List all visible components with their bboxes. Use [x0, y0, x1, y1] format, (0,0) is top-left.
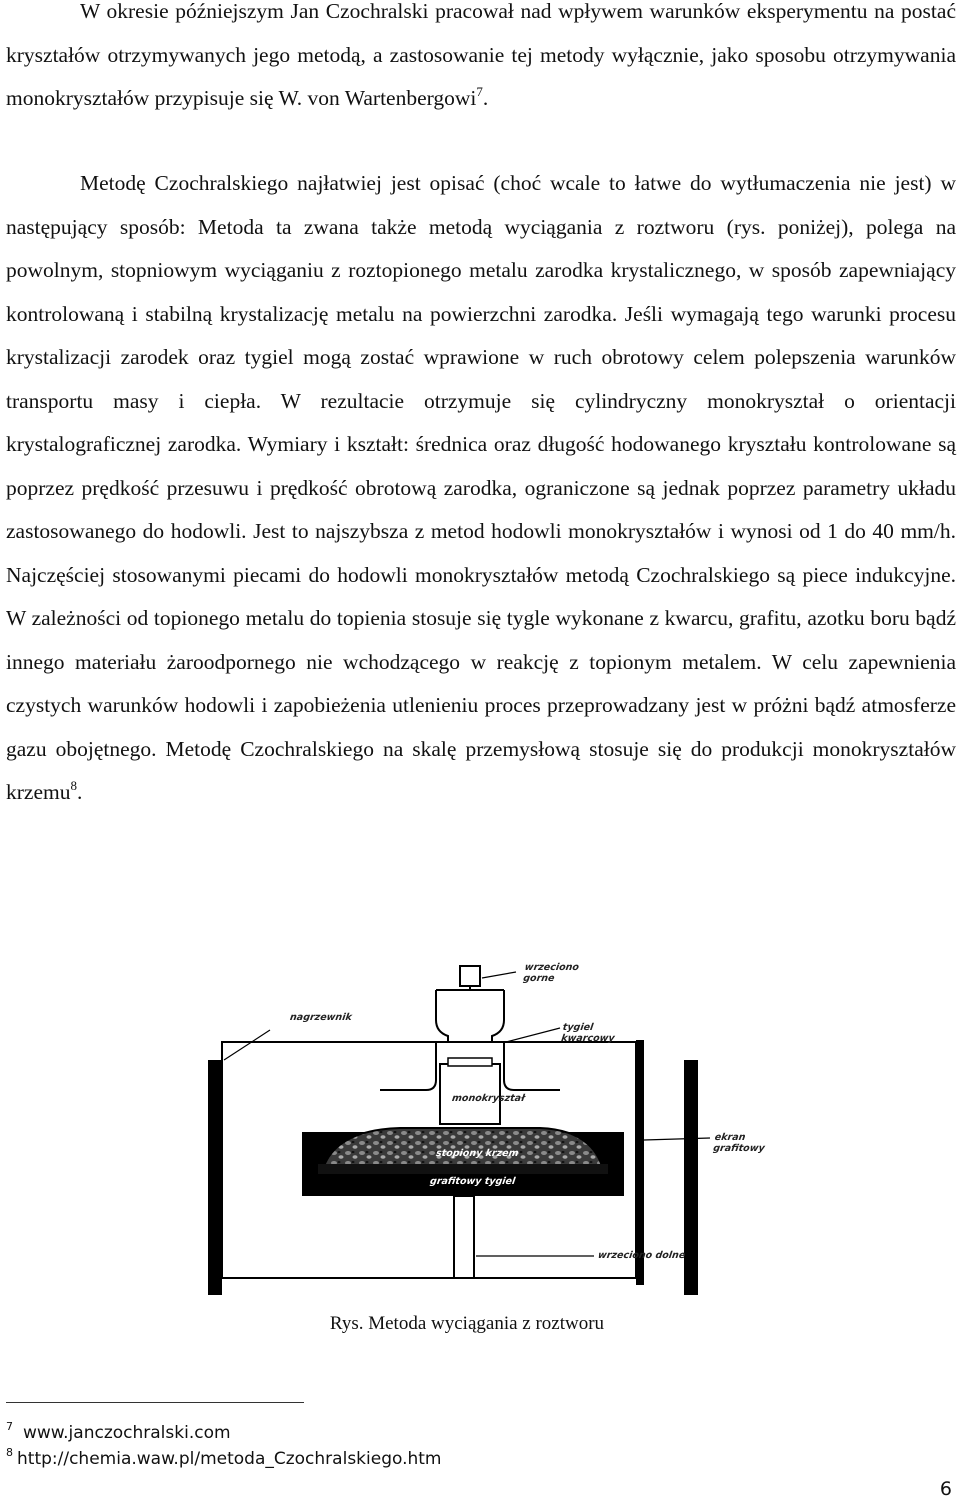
paragraph-text: Metodę Czochralskiego najłatwiej jest opisać (choć wcale to łatwe do wytłumaczenia nie jest) w następujący sposób: Metoda ta zwana także metodą wyciągania z roztworu (rys. poniżej), polega na powolnym, stopniowym wyciąganiu z roztopionego metalu zarodka krystalicznego, w sposób zapewniający kontrolowaną i stabilną krystalizację metalu na powierzchni zarodka. Jeśli wymagają tego warunki procesu krystalizacji zarodek oraz tygiel mogą zostać wprawione w ruch obrotowy celem polepszenia warunków transportu masy i ciepła. W rezultacie otrzymuje się cylindryczny monokryształ o orientacji krystalograficznej zarodka. Wymiary i kształt: średnica oraz długość hodowanego kryształu kontrolowane są poprzez prędkość przesuwu i prędkość obrotową zarodka, ograniczone są jednak poprzez parametry układu zastosowanego do hodowli. Jest to najszybsza z metod hodowli monokryształów i wynosi od 1 do 40 mm/h. Najczęściej stosowanymi piecami do hodowli monokryształów metodą Czochralskiego są piece indukcyjne. W zależności od topionego metalu do topienia stosuje się tygle wykonane z kwarcu, grafitu, azotku boru bądź innego materiału żaroodpornego nie wchodzącego w reakcję z topionym metalem. W celu zapewnienia czystych warunków hodowli i zapobieżenia utlenieniu proces przeprowadzany jest w próżni bądź atmosferze gazu obojętnego. Metodę Czochralskiego na skalę przemysłową stosuje się do produkcji monokryształów krzemu [6, 171, 956, 804]
figure-caption: Rys. Metoda wyciągania z roztworu [329, 1313, 605, 1334]
paragraph-end: . [76, 780, 83, 804]
footnote-number: 8 [6, 1446, 13, 1459]
footnote-link[interactable]: www.janczochralski.com [23, 1423, 231, 1443]
footnote-divider [6, 1402, 304, 1403]
label-quartz-crucible: tygiel kwarcowy [560, 1022, 616, 1044]
heater-left [208, 1060, 222, 1295]
label-lower-spindle: wrzeciono dolne [597, 1250, 687, 1261]
label-upper-spindle: wrzeciono gorne [522, 962, 580, 984]
quartz-crucible-outline [436, 990, 448, 1042]
footnote-number: 7 [6, 1420, 13, 1433]
lower-spindle [454, 1196, 474, 1278]
footnote-ref-7[interactable]: 7 [476, 84, 483, 99]
leader-upper-spindle [482, 972, 516, 978]
paragraph-history [6, 0, 956, 121]
leader-shield [644, 1138, 710, 1140]
heater-right [684, 1060, 698, 1295]
footnote-7 [6, 1416, 231, 1444]
label-monocrystal: monokryształ [451, 1093, 526, 1104]
leader-quartz [506, 1028, 560, 1042]
page-number: 6 [939, 1478, 952, 1500]
paragraph-text: W okresie późniejszym Jan Czochralski pracował nad wpływem warunków eksperymentu na postać kryształów otrzymywanych jego metodą, a zastosowanie tej metody wyłącznie, jako sposobu otrzymywania monokryształów przypisuje się W. von Wartenbergowi [6, 0, 956, 110]
label-graphite-crucible: grafitowy tygiel [429, 1176, 516, 1187]
paragraph-end: . [482, 86, 489, 110]
footnote-ref-8[interactable]: 8 [70, 778, 77, 793]
paragraph-method-description [6, 162, 956, 815]
czochralski-diagram [190, 960, 810, 1305]
footnote-8 [6, 1442, 442, 1470]
label-heater: nagrzewnik [289, 1012, 353, 1023]
graphite-shield [636, 1040, 644, 1285]
footnote-link[interactable]: http://chemia.waw.pl/metoda_Czochralskiego.htm [17, 1449, 442, 1469]
molten-silicon [324, 1128, 602, 1166]
label-molten-silicon: stopiony krzem [435, 1148, 520, 1159]
upper-spindle [460, 966, 480, 986]
label-graphite-shield: ekran grafitowy [712, 1132, 766, 1154]
leader-heater [224, 1030, 270, 1060]
